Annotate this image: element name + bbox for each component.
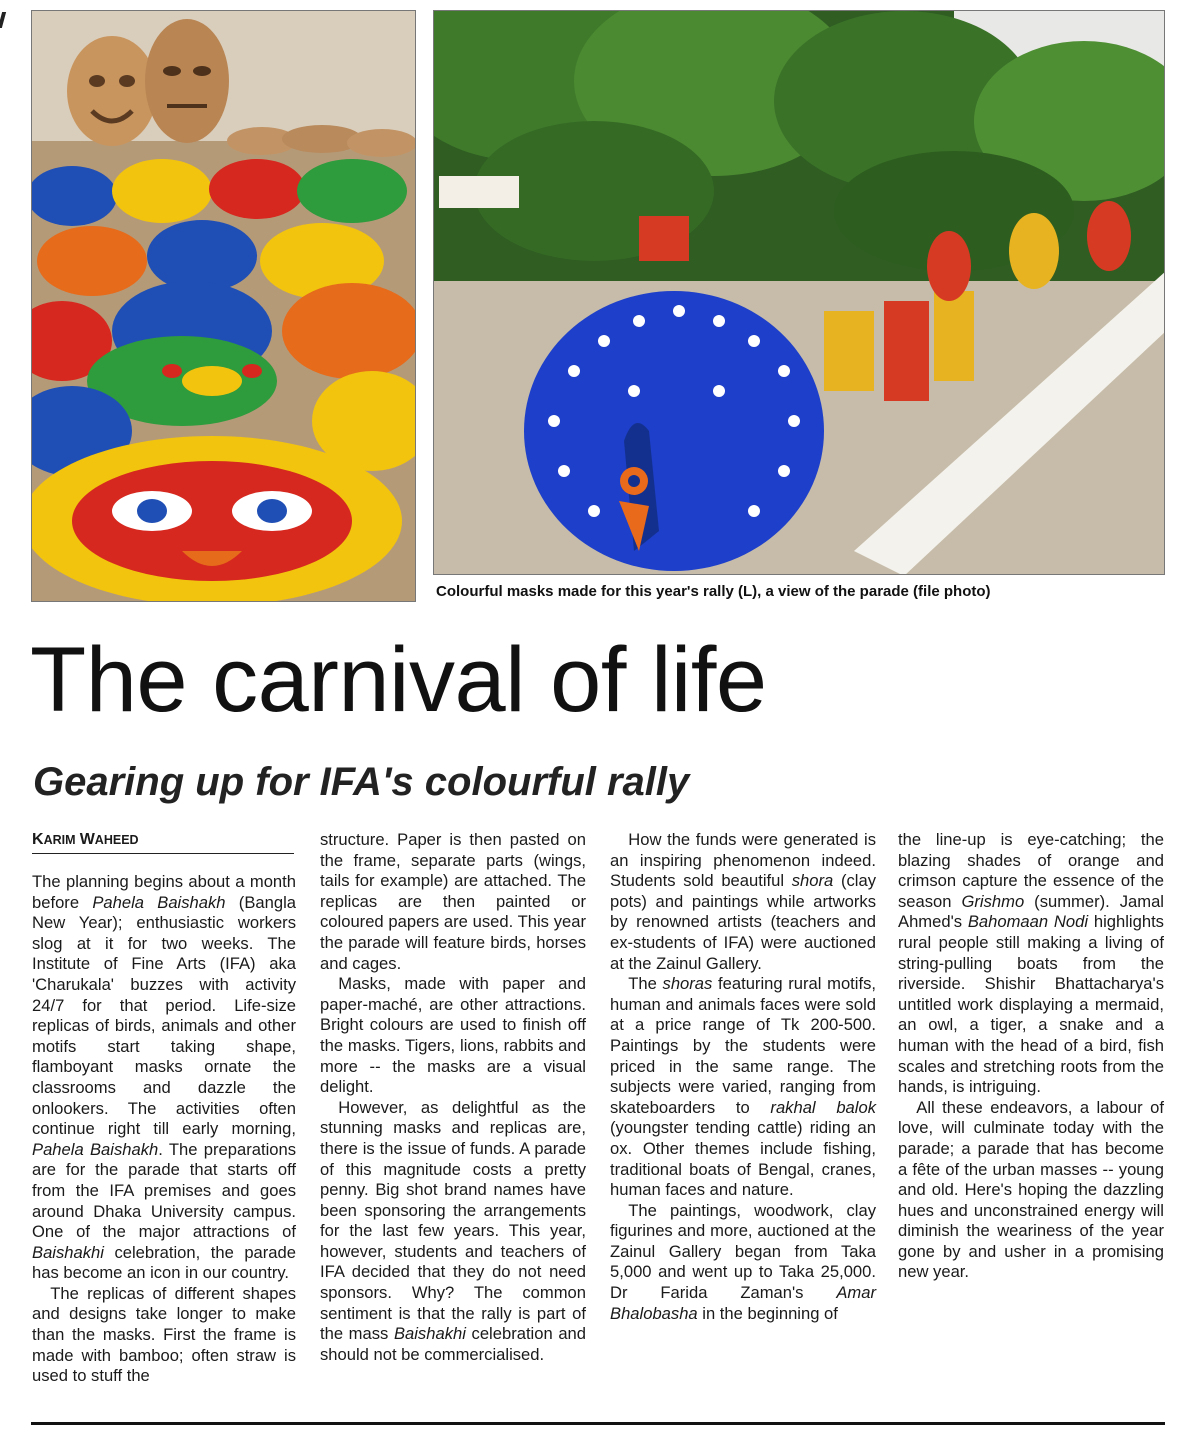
paragraph: The shoras featuring rural motifs, human and animals faces were sold at a price range of Tk 200-500. Paintings by the students were priced in the same range. The subjects were varied, ranging from skateboarders to rakhal balok (youngster tending cattle) riding an ox. Other themes include fishing, traditional boats of Bengal, cranes, human faces and nature. (610, 974, 876, 1200)
bottom-rule (31, 1422, 1165, 1425)
paragraph: Masks, made with paper and paper-maché, are other attractions. Bright colours are used to finish off the masks. Tigers, lions, rabbits and more -- the masks are a visual delight. (320, 974, 586, 1097)
subheadline: Gearing up for IFA's colourful rally (33, 760, 690, 804)
paragraph: The planning begins about a month before Pahela Baishakh (Bangla New Year); enthusiastic workers slog at it for two weeks. The Institute of Fine Arts (IFA) aka 'Charukala' buzzes with activity 24/7 for that period. Life-size replicas of birds, animals and other motifs start taking shape, flamboyant masks ornate the classrooms and dazzle the onlookers. The activities often continue right till early morning, Pahela Baishakh. The preparations are for the parade that starts off from the IFA premises and goes around Dhaka University campus. One of the major attractions of Baishakhi celebration, the parade has become an icon in our country. (32, 872, 297, 1283)
paragraph: How the funds were generated is an inspiring phenomenon indeed. Students sold beautiful shora (clay pots) and paintings while artworks by renowned artists (teachers and ex-students of IFA) were auctioned at the Zainul Gallery. (610, 830, 876, 973)
masks-illustration (32, 11, 416, 602)
paragraph: The paintings, woodwork, clay figurines and more, auctioned at the Zainul Gallery began from Taka 5,000 and went up to Taka 25,000. Dr Farida Zaman's Amar Bhalobasha in the beginning of (610, 1200, 876, 1323)
paragraph: structure. Paper is then pasted on the frame, separate parts (wings, tails for example) are attached. The replicas are then painted or coloured papers are used. This year the parade will feature birds, horses and cages. (320, 830, 586, 973)
photo-masks (31, 10, 416, 602)
paragraph: All these endeavors, a labour of love, will culminate today with the parade; a parade that has become a fête of the urban masses -- young and old. Here's hoping the dazzling hues and unconstrained energy will diminish the weariness of the year gone by and usher in a promising new year. (898, 1097, 1164, 1282)
article-column-3 (610, 830, 876, 1324)
article-column-1 (32, 872, 296, 1387)
article-column-2 (320, 830, 586, 1365)
parade-illustration (434, 11, 1165, 575)
article-column-4 (898, 830, 1164, 1283)
byline: KARIM WAHEED (32, 831, 294, 854)
photo-parade (433, 10, 1165, 575)
paragraph: the line-up is eye-catching; the blazing shades of orange and crimson capture the essence of the season Grishmo (summer). Jamal Ahmed's Bahomaan Nodi highlights rural people still making a living of string-pulling boats from the riverside. Shishir Bhattacharya's untitled work displaying a mermaid, an owl, a tiger, a snake and a human with the head of a bird, fish scales and stretching roots from the hands, is intriguing. (898, 830, 1164, 1097)
photo-caption: Colourful masks made for this year's rally (L), a view of the parade (file photo) (436, 583, 991, 600)
corner-mark (0, 12, 6, 28)
paragraph: However, as delightful as the stunning masks and replicas are, there is the issue of funds. A parade of this magnitude costs a pretty penny. Big shot brand names have been sponsoring the arrangements for the last few years. This year, however, students and teachers of IFA decided that they do not need sponsors. Why? The common sentiment is that the rally is part of the mass Baishakhi celebration and should not be commercialised. (320, 1097, 586, 1364)
headline: The carnival of life (30, 629, 767, 731)
paragraph: The replicas of different shapes and designs take longer to make than the masks. First the frame is made with bamboo; often straw is used to stuff the (32, 1283, 296, 1386)
